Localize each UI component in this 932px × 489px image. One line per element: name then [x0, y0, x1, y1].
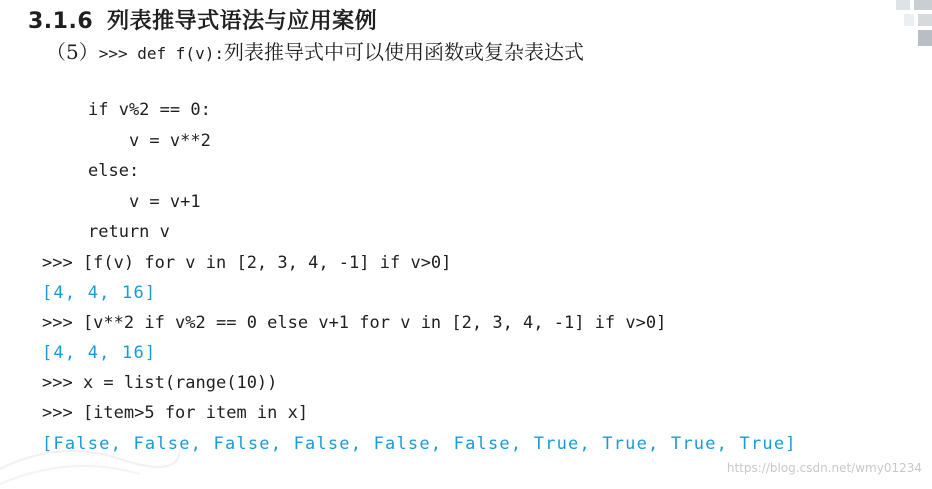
item-heading — [46, 36, 584, 65]
item-code: >>> def f(v): — [98, 44, 224, 63]
item-text: 列表推导式中可以使用函数或复杂表达式 — [223, 40, 584, 64]
code-output: [4, 4, 16] — [42, 283, 157, 303]
code-line: >>> [f(v) for v in [2, 3, 4, -1] if v>0] — [42, 253, 452, 273]
section-number: 3.1.6 — [28, 9, 94, 34]
code-line: return v — [88, 222, 170, 242]
watermark: https://blog.csdn.net/wmy01234 — [726, 461, 922, 475]
code-line: >>> x = list(range(10)) — [42, 373, 278, 393]
code-output: [False, False, False, False, False, False, True, True, True, True] — [42, 434, 797, 454]
code-line: if v%2 == 0: — [88, 100, 211, 120]
title-text: 列表推导式语法与应用案例 — [107, 9, 378, 34]
item-index: （5） — [46, 40, 99, 64]
slide-title — [28, 4, 377, 35]
code-line: >>> [v**2 if v%2 == 0 else v+1 for v in [2, 3, 4, -1] if v>0] — [42, 313, 667, 333]
code-line: v = v**2 — [88, 131, 211, 151]
code-line: v = v+1 — [88, 192, 201, 212]
code-line: else: — [88, 161, 140, 181]
code-line: >>> [item>5 for item in x] — [42, 403, 309, 423]
corner-decoration — [852, 0, 932, 60]
code-output: [4, 4, 16] — [42, 343, 157, 363]
